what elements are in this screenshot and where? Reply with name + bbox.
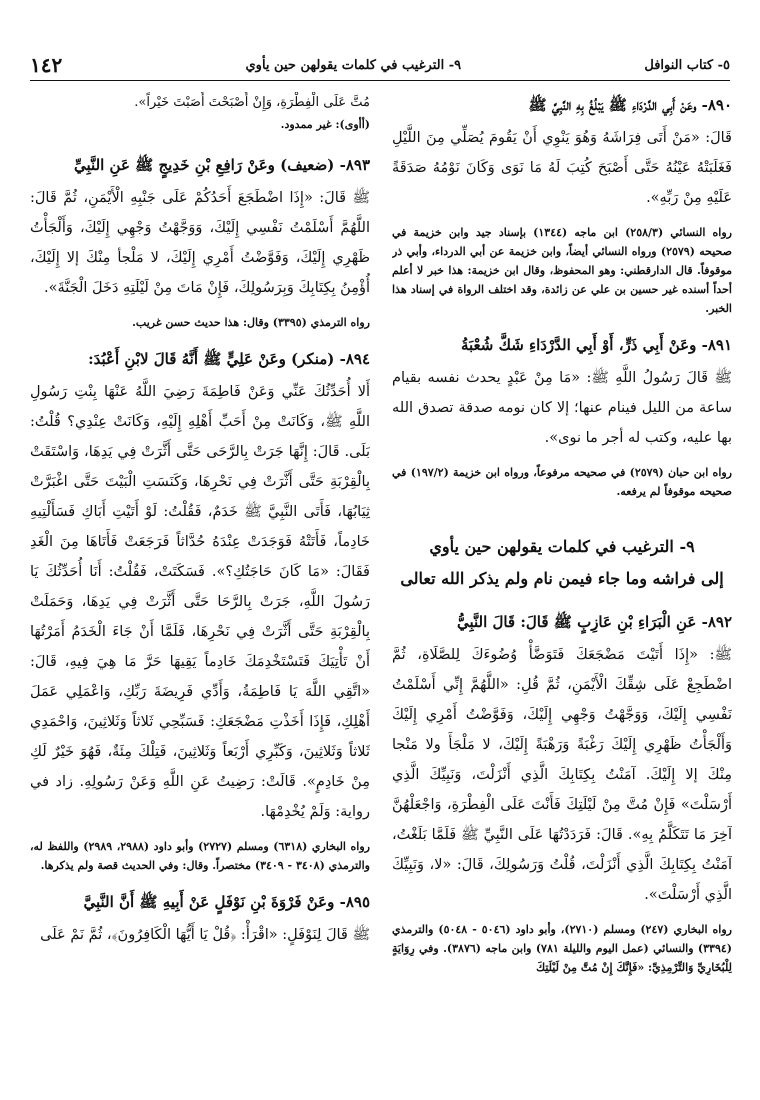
hadith-893-opening: (ضعيف) وعَنْ رَافِعِ بْنِ خَدِيجٍ ﷺ عَنِ النَّبِيِّ <box>74 156 335 174</box>
hadith-890-reference: رواه النسائي (٢٥٨/٣) ابن ماجه (١٣٤٤) بإسناد جيد وابن خزيمة في صحيحه (٢٥٧٩) ورواه النسائي أيضاً، وابن خزيمة عن أبي الدرداء، وأبي ذر موقوفاً. قال الدارقطني: وهو المحفوظ، وقال ابن خزيمة: هذا خبر لا أعلم أحداً أسنده غير حسين بن علي عن زائدة، وقد اختلف الرواة في إسناد هذا الخبر. <box>392 226 732 315</box>
hadith-890-opening: وعَنْ أَبِي الدَّرْدَاءِ ﷺ يَبْلُغُ بِهِ النَّبِيَّ ﷺ <box>528 96 697 114</box>
hadith-890-heading <box>392 92 732 119</box>
hadith-894-heading <box>30 346 370 373</box>
chapter-heading-line-2: إلى فراشه وما جاء فيمن نام ولم يذكر الله تعالى <box>400 569 724 588</box>
chapter-heading-line-1: ٩- الترغيب في كلمات يقولهن حين يأوي <box>429 537 695 556</box>
hadith-890-number: ٨٩٠- <box>701 96 732 114</box>
page-number: ١٤٢ <box>30 53 63 77</box>
hadith-891-heading <box>392 332 732 359</box>
hadith-891-text: ﷺ قَالَ رَسُولُ اللَّهِ ﷺ: «مَا مِنْ عَبْدٍ يحدث نفسه بقيام ساعة من الليل فينام عنها؛ إلا كان نومه صدقة تصدق الله بها عليه، وكتب له أجر ما نوى». <box>392 370 732 446</box>
hadith-892-opening: عَنِ الْبَرَاءِ بْنِ عَازِبٍ ﷺ قَالَ: قَالَ النَّبِيُّ <box>456 613 697 631</box>
hadith-893-heading <box>30 152 370 179</box>
header-chapter-title: ٩- الترغيب في كلمات يقولهن حين يأوي <box>245 57 462 73</box>
hadith-892-heading <box>392 609 732 636</box>
footnote: (أأوى): غير ممدود. <box>280 118 370 131</box>
hadith-894-text: أَلا أُحَدِّثُكَ عَنِّي وَعَنْ فَاطِمَةَ رَضِيَ اللَّهُ عَنْهَا بِنْتِ رَسُولِ اللَّهِ ﷺ، وَكَانَتْ مِنْ أَحَبِّ أَهْلِهِ إِلَيْهِ، وَكَانَتْ عِنْدِي؟ قُلْتُ: بَلَى. قَالَ: إِنَّهَا جَرَتْ بِالرَّحَى حَتَّى أَثَّرَتْ فِي يَدِهَا، وَاسْتَقَتْ بِالْقِرْبَةِ حَتَّى أَثَّرَتْ فِي نَحْرِهَا، وَكَنَسَتِ الْبَيْتَ حَتَّى اغْبَرَّتْ ثِيَابُهَا، فَأَتَى النَّبِيَّ ﷺ خَدَمٌ، فَقُلْتُ: لَوْ أَتَيْتِ أَبَاكِ فَسَأَلْتِيهِ خَادِماً، فَأَتَتْهُ فَوَجَدَتْ عِنْدَهُ حُدَّاثاً فَرَجَعَتْ فَأَتَاهَا مِنَ الْغَدِ فَقَالَ: «مَا كَانَ حَاجَتُكِ؟». فَسَكَتَتْ، فَقُلْتُ: أَنَا أُحَدِّثُكَ يَا رَسُولَ اللَّهِ، جَرَتْ بِالرَّحَا حَتَّى أَثَّرَتْ فِي يَدِهَا، وَحَمَلَتْ بِالْقِرْبَةِ حَتَّى أَثَّرَتْ فِي نَحْرِهَا، فَلَمَّا أَنْ جَاءَ الْخَدَمُ أَمَرْتُهَا أَنْ تَأْتِيَكَ فَتَسْتَخْدِمَكَ خَادِماً يَقِيهَا حَرَّ مَا هِيَ فِيهِ، قَالَ: «اتَّقِي اللَّهَ يَا فَاطِمَةُ، وَأَدِّي فَرِيضَةَ رَبِّكِ، وَاعْمَلِي عَمَلَ أَهْلِكِ، فَإِذَا أَخَذْتِ مَضْجَعَكِ: فَسَبِّحِي ثَلاثاً وَثَلاثِينَ، وَاحْمَدِي ثَلاثاً وَثَلاثِينَ، وَكَبِّرِي أَرْبَعاً وَثَلاثِينَ، فَتِلْكَ مِئَةٌ، فَهُوَ خَيْرٌ لَكِ مِنْ خَادِمٍ». قَالَتْ: رَضِيتُ عَنِ اللَّهِ وَعَنْ رَسُولِهِ. زاد في رواية: وَلَمْ يُخْدِمْهَا. <box>30 384 370 820</box>
hadith-892-text: ﷺ: «إِذَا أَتَيْتَ مَضْجَعَكَ فَتَوَضَّأْ وُضُوءَكَ لِلصَّلَاةِ، ثُمَّ اضْطَجِعْ عَلَى شِقِّكَ الْأَيْمَنِ، ثُمَّ قُلِ: «اللَّهُمَّ إِنِّي أَسْلَمْتُ نَفْسِي إِلَيْكَ، وَوَجَّهْتُ وَجْهِي إِلَيْكَ، وَفَوَّضْتُ أَمْرِي إِلَيْكَ وَأَلْجَأْتُ ظَهْرِي إِلَيْكَ رَغْبَةً وَرَهْبَةً إِلَيْكَ، لا مَلْجَأَ ولا مَنْجا مِنْكَ إلا إِلَيْكَ. آمَنْتُ بِكِتَابِكَ الَّذِي أَنْزَلْتَ، وَنَبِيِّكَ الَّذِي أَرْسَلْتَ» فَإِنْ مُتَّ مِنْ لَيْلَتِكَ فَأَنْتَ عَلَى الْفِطْرَةِ، وَاجْعَلْهُنَّ آخِرَ مَا تَتَكَلَّمُ بِهِ». قَالَ: فَرَدَدْتُهَا عَلَى النَّبِيِّ ﷺ فَلَمَّا بَلَغْتُ، آمَنْتُ بِكِتَابِكَ الَّذِي أَنْزَلْتَ، قُلْتُ وَرَسُولِكَ، قَالَ: «لا، وَنَبِيِّكَ الَّذِي أَرْسَلْتَ». <box>392 647 732 903</box>
hadith-895-opening: وعَنْ فَرْوَةَ بْنِ نَوْفَلٍ عَنْ أَبِيهِ ﷺ أَنَّ النَّبِيَّ <box>83 893 335 911</box>
hadith-893-text: ﷺ قَالَ: «إِذَا اضْطَجَعَ أَحَدُكُمْ عَلَى جَنْبِهِ الْأَيْمَنِ، ثُمَّ قَالَ: اللَّهُمَّ أَسْلَمْتُ نَفْسِي إِلَيْكَ، وَوَجَّهْتُ وَجْهِي إِلَيْكَ، وَأَلْجَأْتُ ظَهْرِي إِلَيْكَ، وَفَوَّضْتُ أَمْرِي إِلَيْكَ، لا مَلْجأ مِنْكَ إلا إِلَيْكَ، أُؤْمِنُ بِكِتَابِكَ وَبِرَسُولِكَ، فَإِنْ مَاتَ مِنْ لَيْلَتِهِ دَخَلَ الْجَنَّةَ». <box>30 190 370 296</box>
hadith-891-opening: وعَنْ أَبِي ذَرٍّ، أَوْ أَبِي الدَّرْدَاءِ شَكَّ شُعْبَةُ <box>460 336 697 354</box>
hadith-894-number: ٨٩٤- <box>339 350 370 368</box>
hadith-895-number: ٨٩٥- <box>339 893 370 911</box>
header-book-title: ٥- كتاب النوافل <box>644 57 730 73</box>
hadith-890-text: قَالَ: «مَنْ أَتَى فِرَاشَهُ وَهُوَ يَنْوِي أَنْ يَقُومَ يُصَلِّي مِنَ اللَّيْلِ فَغَلَبَتْهُ عَيْنُهُ حَتَّى أَصْبَحَ كُتِبَ لَهُ مَا نَوَى وَكَانَ نَوْمُهُ صَدَقَةً عَلَيْهِ مِنْ رَبِّهِ». <box>392 130 732 206</box>
hadith-895-heading <box>30 889 370 916</box>
chapter-heading <box>392 531 732 595</box>
page-header <box>30 50 730 81</box>
continuation-text: مُتَّ عَلَى الْفِطْرَةِ، وَإِنْ أَصْبَحْتَ أَصَبْتَ خَيْراً». <box>134 95 370 110</box>
hadith-893-number: ٨٩٣- <box>339 156 370 174</box>
hadith-892-reference: رواه البخاري (٢٤٧) ومسلم (٢٧١٠)، وأبو داود (٥٠٤٦ - ٥٠٤٨) والترمذي (٣٣٩٤) والنسائي (عمل اليوم والليلة ٧٨١) وابن ماجه (٣٨٧٦). وفي رِوَايَةٍ لِلْبُخَارِيِّ وَالتِّرْمِذِيِّ: «فَإِنَّكَ إِنْ مُتَّ مِنْ لَيْلَتِكَ <box>392 923 732 974</box>
hadith-894-reference: رواه البخاري (٦٣١٨) ومسلم (٢٧٢٧) وأبو داود (٢٩٨٨، ٢٩٨٩) واللفظ له، والترمذي (٣٤٠٨ - ٣٤٠٩) مختصراً. وقال: وفي الحديث قصة ولم يذكرها. <box>30 840 370 872</box>
hadith-894-opening: (منكر) وعَنْ عَلِيٍّ ﷺ أَنَّهُ قَالَ لابْنِ أَعْبُدَ: <box>88 350 335 368</box>
hadith-891-reference: رواه ابن حبان (٢٥٧٩) في صحيحه مرفوعاً، ورواه ابن خزيمة (١٩٧/٢) في صحيحه موقوفاً لم يرفعه. <box>392 466 732 498</box>
hadith-893-reference: رواه الترمذي (٣٣٩٥) وقال: هذا حديث حسن غريب. <box>132 316 370 329</box>
hadith-891-number: ٨٩١- <box>701 336 732 354</box>
hadith-892-number: ٨٩٢- <box>701 613 732 631</box>
right-column <box>392 92 732 1080</box>
hadith-895-text: ﷺ قَالَ لِنَوْفَلٍ: «اقْرَأْ: ﴿قُلْ يَا أَيُّهَا الْكَافِرُونَ﴾، ثُمَّ نَمْ عَلَى <box>40 927 370 943</box>
left-column <box>30 92 370 1080</box>
